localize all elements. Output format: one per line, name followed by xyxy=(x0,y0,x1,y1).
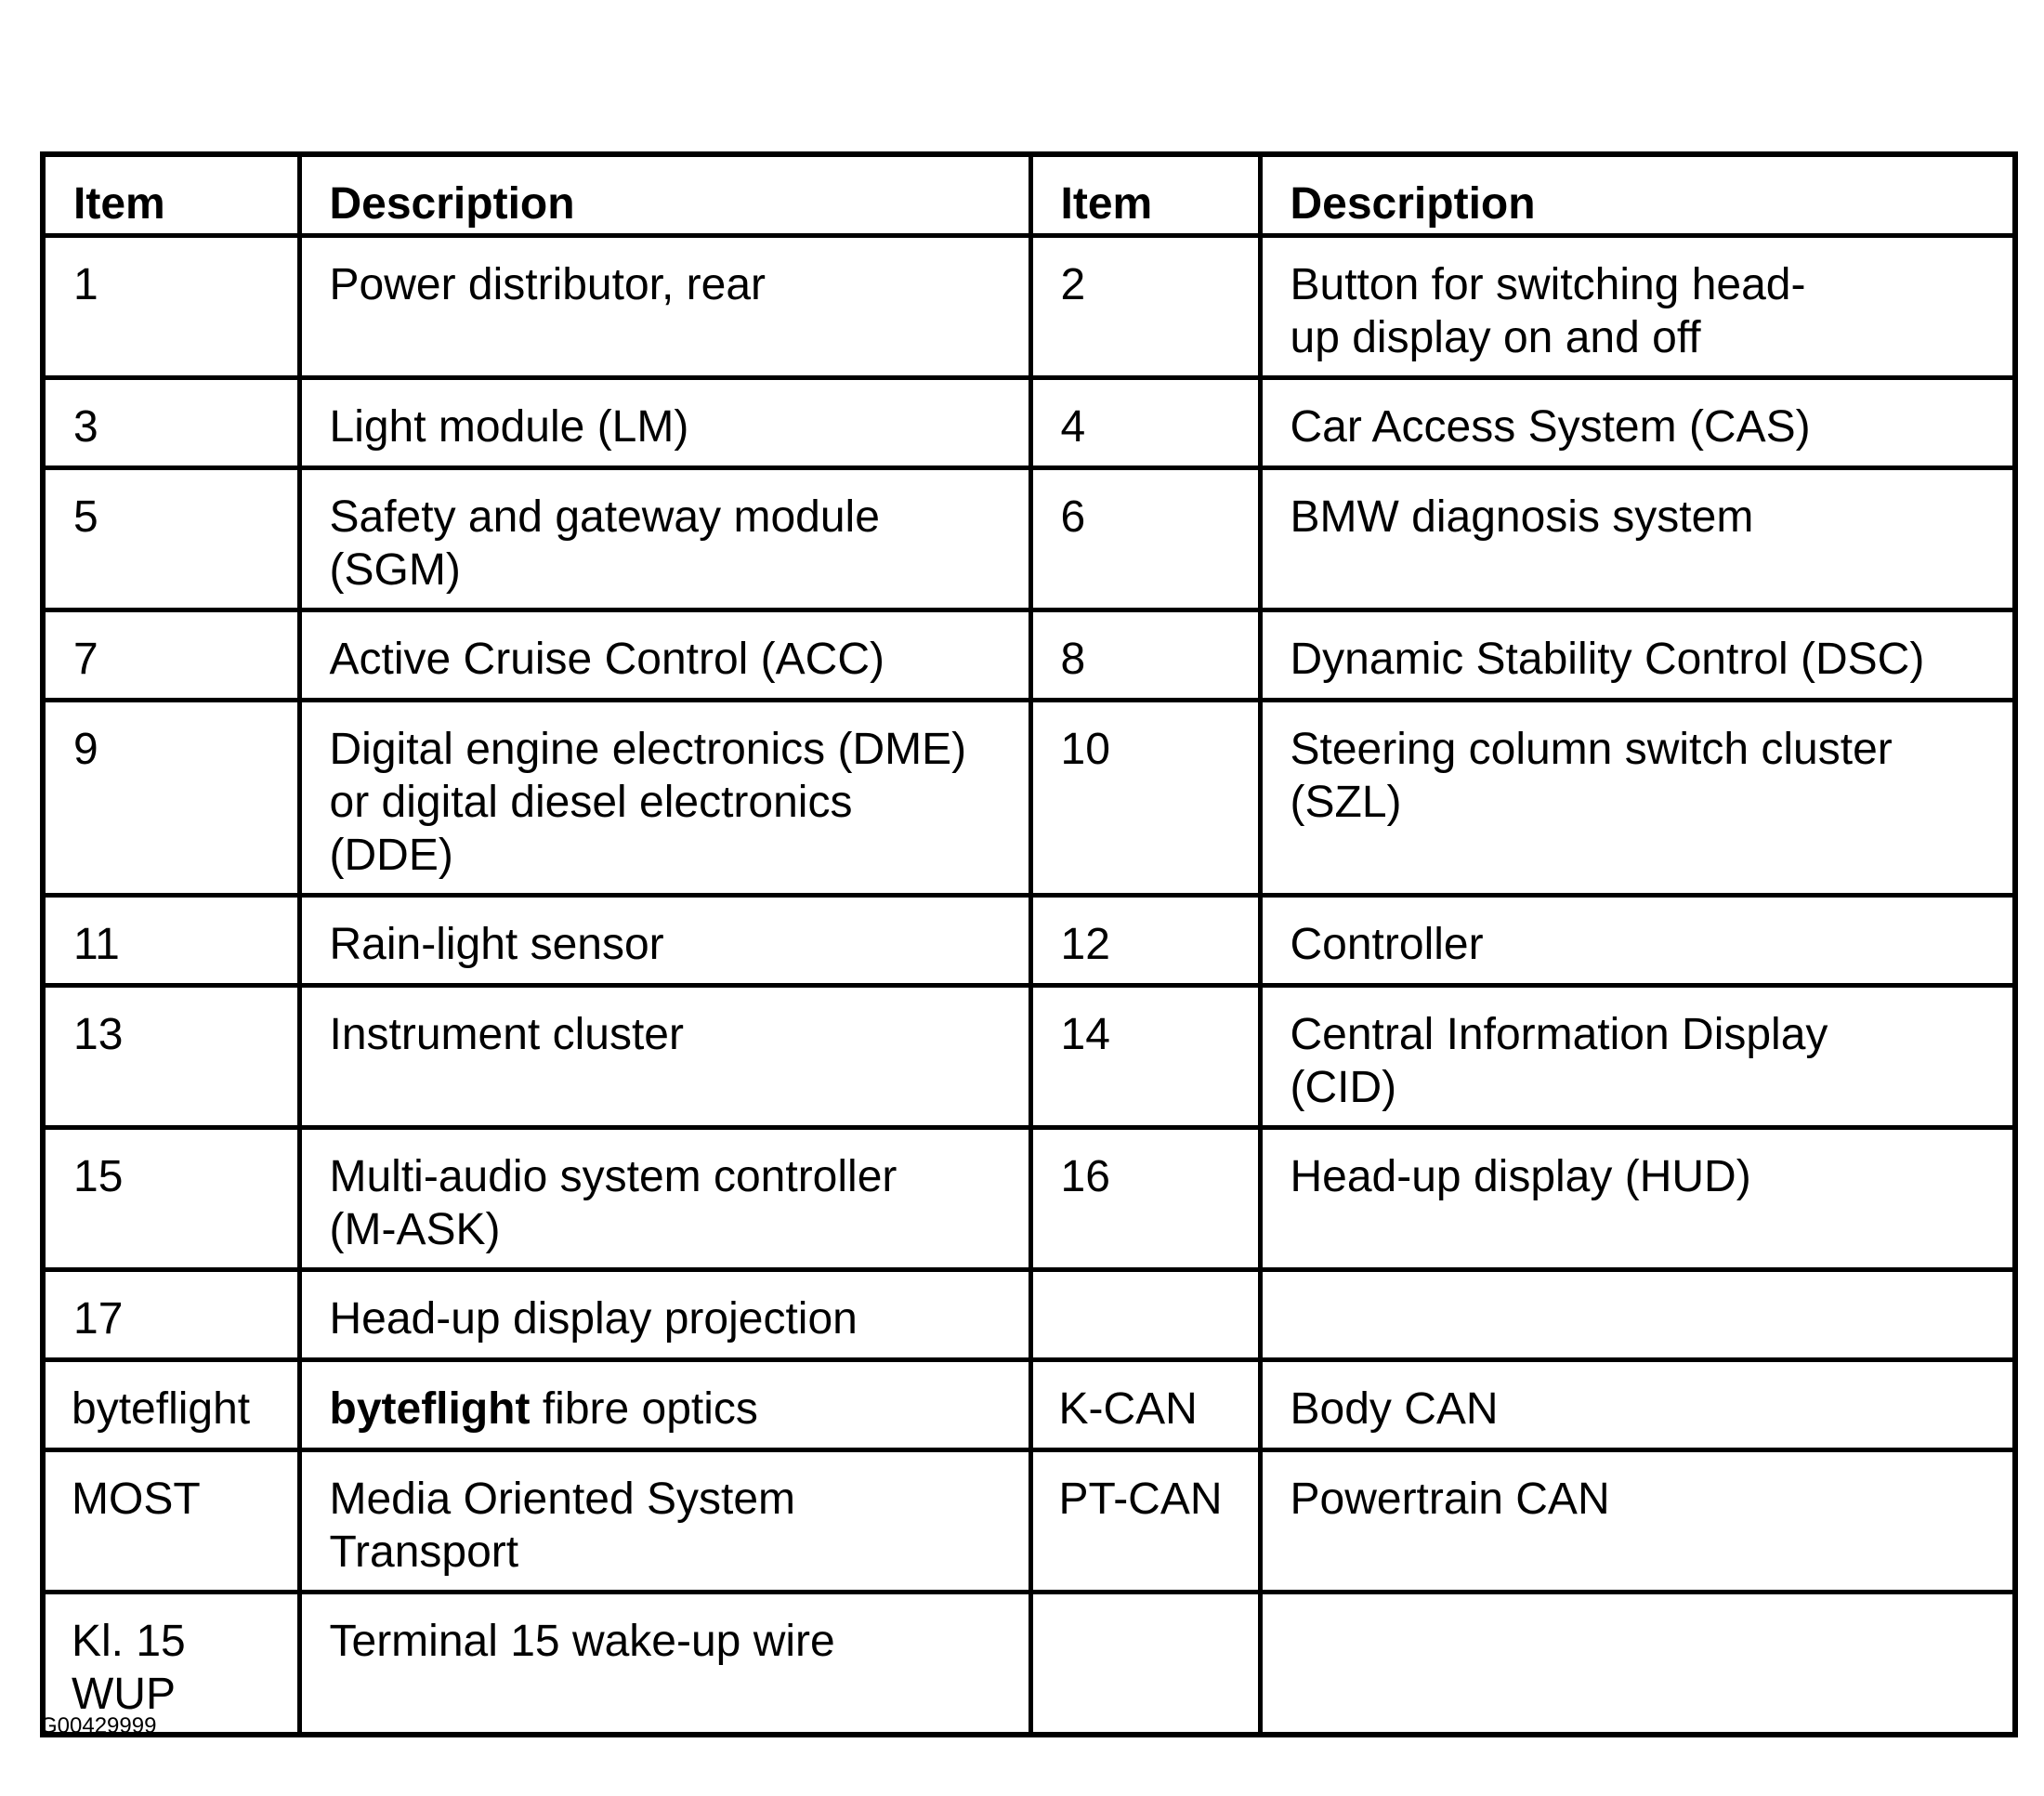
item-number-cell: 11 xyxy=(43,896,299,986)
description-cell: Terminal 15 wake-up wire xyxy=(299,1593,1030,1736)
description-cell: Head-up display (HUD) xyxy=(1260,1128,2015,1270)
item-number-cell: 3 xyxy=(43,378,299,468)
empty-cell xyxy=(1030,1593,1260,1736)
header-description-right: Description xyxy=(1260,154,2015,236)
table-row xyxy=(43,701,2015,896)
description-cell: Media Oriented System Transport xyxy=(299,1450,1030,1593)
item-number-cell: 16 xyxy=(1030,1128,1260,1270)
description-cell: Multi-audio system controller (M-ASK) xyxy=(299,1128,1030,1270)
description-cell: Digital engine electronics (DME) or digital diesel electronics (DDE) xyxy=(299,701,1030,896)
table-header-row xyxy=(43,154,2015,236)
table-row xyxy=(43,896,2015,986)
description-cell: Active Cruise Control (ACC) xyxy=(299,610,1030,701)
legend-table xyxy=(40,151,2018,1737)
description-cell: Safety and gateway module (SGM) xyxy=(299,468,1030,610)
description-rest: fibre optics xyxy=(530,1384,758,1434)
figure-id: G00429999 xyxy=(40,1713,157,1738)
description-cell: BMW diagnosis system xyxy=(1260,468,2015,610)
item-number-cell: 5 xyxy=(43,468,299,610)
description-cell: Steering column switch cluster (SZL) xyxy=(1260,701,2015,896)
description-cell: Central Information Display (CID) xyxy=(1260,986,2015,1128)
description-cell: Dynamic Stability Control (DSC) xyxy=(1260,610,2015,701)
item-number-cell: 8 xyxy=(1030,610,1260,701)
item-number-cell: 7 xyxy=(43,610,299,701)
header-item-left: Item xyxy=(43,154,299,236)
item-number-cell: 12 xyxy=(1030,896,1260,986)
item-number-cell: 10 xyxy=(1030,701,1260,896)
header-item-right: Item xyxy=(1030,154,1260,236)
table-row xyxy=(43,610,2015,701)
item-number-cell: 9 xyxy=(43,701,299,896)
abbreviation-cell: byteflight xyxy=(43,1360,299,1450)
description-cell: Button for switching head- up display on and off xyxy=(1260,236,2015,378)
description-cell: Car Access System (CAS) xyxy=(1260,378,2015,468)
description-cell: Powertrain CAN xyxy=(1260,1450,2015,1593)
empty-cell xyxy=(1030,1270,1260,1360)
table-row xyxy=(43,1450,2015,1593)
item-number-cell: 6 xyxy=(1030,468,1260,610)
table-row xyxy=(43,1128,2015,1270)
item-number-cell: 14 xyxy=(1030,986,1260,1128)
table-row xyxy=(43,1270,2015,1360)
abbreviation-cell: Kl. 15 WUP xyxy=(43,1593,299,1736)
table-row xyxy=(43,986,2015,1128)
item-number-cell: 1 xyxy=(43,236,299,378)
description-cell: Power distributor, rear xyxy=(299,236,1030,378)
bold-term: byteflight xyxy=(329,1384,531,1434)
empty-cell xyxy=(1260,1593,2015,1736)
item-number-cell: 13 xyxy=(43,986,299,1128)
description-cell: Controller xyxy=(1260,896,2015,986)
description-cell: Instrument cluster xyxy=(299,986,1030,1128)
table-row xyxy=(43,236,2015,378)
table-row xyxy=(43,468,2015,610)
item-number-cell: 17 xyxy=(43,1270,299,1360)
description-cell: Light module (LM) xyxy=(299,378,1030,468)
item-number-cell: 4 xyxy=(1030,378,1260,468)
empty-cell xyxy=(1260,1270,2015,1360)
abbreviation-cell: K-CAN xyxy=(1030,1360,1260,1450)
header-description-left: Description xyxy=(299,154,1030,236)
description-cell: Head-up display projection xyxy=(299,1270,1030,1360)
table-row xyxy=(43,1360,2015,1450)
table-row xyxy=(43,378,2015,468)
abbreviation-cell: PT-CAN xyxy=(1030,1450,1260,1593)
table-row xyxy=(43,1593,2015,1736)
description-cell xyxy=(299,1360,1030,1450)
description-cell: Body CAN xyxy=(1260,1360,2015,1450)
abbreviation-cell: MOST xyxy=(43,1450,299,1593)
item-number-cell: 2 xyxy=(1030,236,1260,378)
description-cell: Rain-light sensor xyxy=(299,896,1030,986)
item-number-cell: 15 xyxy=(43,1128,299,1270)
